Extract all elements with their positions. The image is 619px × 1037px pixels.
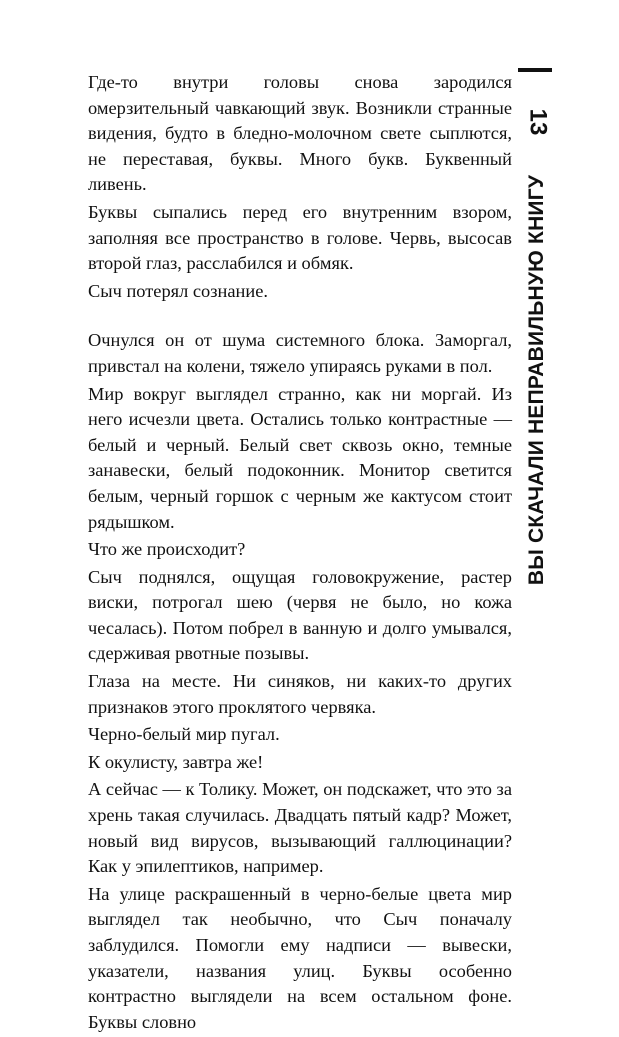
paragraph-7: Сыч поднялся, ощущая головокружение, растер виски, потрогал шею (червя не было, но кожа чесалась). Потом побрел в ванную и долго умывался, сдерживая рвотные позывы. (88, 566, 512, 664)
paragraph-3: Сыч потерял сознание. (88, 280, 268, 301)
paragraph-9: Черно-белый мир пугал. (88, 724, 280, 745)
paragraph-11: А сейчас — к Толику. Может, он подскажет, что это за хрень такая случилась. Двадцать пятый кадр? Может, новый вид вирусов, вызывающий галлюцинации? Как у эпилептиков, например. (88, 779, 512, 877)
paragraph-6: Что же происходит? (88, 539, 246, 560)
page-number-text: 13 (523, 108, 551, 136)
paragraph-10: К окулисту, завтра же! (88, 751, 264, 772)
paragraph-8: Глаза на месте. Ни синяков, ни каких-то других признаков этого проклятого червяка. (88, 671, 512, 717)
page-body-text (88, 70, 512, 1037)
margin-rule (518, 68, 552, 72)
running-head (522, 174, 552, 586)
paragraph-5: Мир вокруг выглядел странно, как ни моргай. Из него исчезли цвета. Остались только контрастные — белый и черный. Белый свет сквозь окно, темные занавески, белый подоконник. Монитор светится белым, черный горшок с черным же кактусом стоит рядышком. (88, 383, 512, 532)
page-number (522, 92, 552, 152)
paragraph-4: Очнулся он от шума системного блока. Заморгал, привстал на колени, тяжело упираясь руками в пол. (88, 330, 512, 376)
paragraph-2: Буквы сыпались перед его внутренним взором, заполняя все пространство в голове. Червь, высосав второй глаз, расслабился и обмяк. (88, 201, 512, 274)
running-head-text: ВЫ СКАЧАЛИ НЕПРАВИЛЬНУЮ КНИГУ (525, 174, 549, 586)
paragraph-12: На улице раскрашенный в черно-белые цвета мир выглядел так необычно, что Сыч поначалу заблудился. Помогли ему надписи — вывески, указатели, названия улиц. Буквы особенно контрастно выглядели на всем остальном фоне. Буквы словно (88, 883, 512, 1032)
paragraph-1: Где-то внутри головы снова зародился омерзительный чавкающий звук. Возникли странные видения, будто в бледно-молочном свете сыплются, не переставая, буквы. Много букв. Буквенный ливень. (88, 72, 512, 195)
